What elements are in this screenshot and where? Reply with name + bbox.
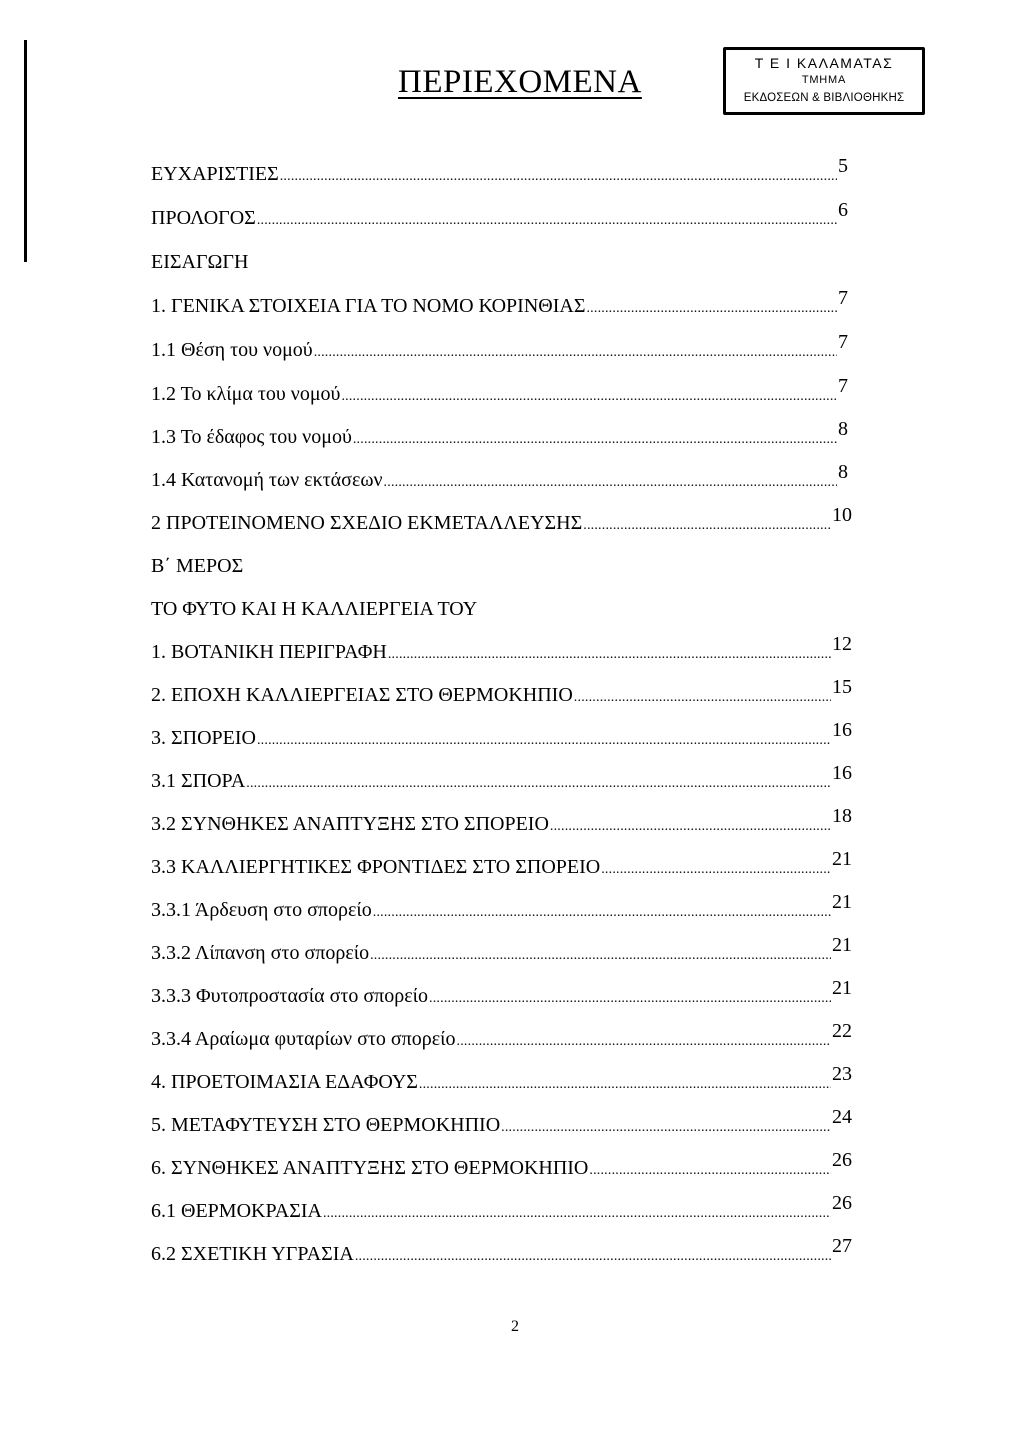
- toc-entry-title: 1.2 Το κλίμα του νομού: [151, 383, 341, 405]
- toc-entry-page: 12: [832, 633, 852, 655]
- stamp-line-library: ΕΚΔΟΣΕΩΝ & ΒΙΒΛΙΟΘΗΚΗΣ: [743, 92, 905, 104]
- toc-entry: [151, 934, 852, 968]
- toc-leader-dots: [280, 165, 837, 189]
- toc-entry-page: 21: [832, 934, 852, 956]
- toc-entry: [151, 155, 848, 189]
- toc-entry: [151, 1235, 852, 1269]
- stamp-line-department: ΤΜΗΜΑ: [801, 74, 847, 86]
- page-title: ΠΕΡΙΕΧΟΜΕΝΑ: [398, 64, 642, 100]
- toc-leader-dots: [373, 901, 831, 925]
- toc-entry-page: 26: [832, 1149, 852, 1171]
- toc-leader-dots: [353, 428, 837, 452]
- library-stamp: [723, 47, 925, 115]
- toc-entry: [151, 331, 848, 365]
- toc-entry-title: 3. ΣΠΟΡΕΙΟ: [151, 727, 256, 749]
- toc-entry-page: 21: [832, 891, 852, 913]
- toc-leader-dots: [388, 643, 831, 667]
- toc-entry: [151, 633, 852, 667]
- toc-section-heading: ΤΟ ΦΥΤΟ ΚΑΙ Η ΚΑΛΛΙΕΡΓΕΙΑ ΤΟΥ: [151, 598, 478, 620]
- toc-leader-dots: [323, 1202, 831, 1226]
- toc-entry: [151, 891, 852, 925]
- toc-entry-page: 7: [838, 331, 848, 353]
- toc-entry-page: 7: [838, 287, 848, 309]
- toc-entry-page: 15: [832, 676, 852, 698]
- toc-leader-dots: [419, 1073, 831, 1097]
- toc-leader-dots: [501, 1116, 831, 1140]
- toc-entry-title: 6.2 ΣΧΕΤΙΚΗ ΥΓΡΑΣΙΑ: [151, 1243, 354, 1265]
- left-margin-rule: [24, 40, 27, 262]
- toc-leader-dots: [429, 987, 831, 1011]
- toc-entry-title: 2 ΠΡΟΤΕΙΝΟΜΕΝΟ ΣΧΕΔΙΟ ΕΚΜΕΤΑΛΛΕΥΣΗΣ: [151, 512, 583, 534]
- toc-entry-page: 6: [838, 199, 848, 221]
- toc-entry-title: 3.2 ΣΥΝΘΗΚΕΣ ΑΝΑΠΤΥΞΗΣ ΣΤΟ ΣΠΟΡΕΙΟ: [151, 813, 549, 835]
- toc-leader-dots: [257, 729, 831, 753]
- toc-leader-dots: [601, 858, 831, 882]
- toc-entry-title: 1.1 Θέση του νομού: [151, 339, 313, 361]
- toc-entry: [151, 461, 848, 495]
- toc-entry: [151, 1063, 852, 1097]
- toc-entry-title: 3.3.3 Φυτοπροστασία στο σπορείο: [151, 985, 429, 1007]
- toc-entry-page: 23: [832, 1063, 852, 1085]
- toc-entry-page: 8: [838, 418, 848, 440]
- toc-entry-title: 5. ΜΕΤΑΦΥΤΕΥΣΗ ΣΤΟ ΘΕΡΜΟΚΗΠΙΟ: [151, 1114, 501, 1136]
- toc-leader-dots: [583, 514, 831, 538]
- stamp-line-institution: Τ Ε Ι ΚΑΛΑΜΑΤΑΣ: [754, 55, 894, 71]
- toc-entry-title: 3.3.1 Άρδευση στο σπορείο: [151, 899, 372, 921]
- toc-entry-title: 4. ΠΡΟΕΤΟΙΜΑΣΙΑ ΕΔΑΦΟΥΣ: [151, 1071, 418, 1093]
- toc-leader-dots: [257, 209, 837, 233]
- toc-leader-dots: [384, 471, 837, 495]
- toc-entry: [151, 848, 852, 882]
- toc-entry-page: 7: [838, 375, 848, 397]
- toc-entry-title: 1.3 Το έδαφος του νομού: [151, 426, 352, 448]
- toc-entry-page: 27: [832, 1235, 852, 1257]
- toc-entry: [151, 676, 852, 710]
- toc-leader-dots: [589, 1159, 831, 1183]
- toc-entry: [151, 375, 848, 409]
- toc-entry-page: 21: [832, 848, 852, 870]
- toc-entry-title: ΠΡΟΛΟΓΟΣ: [151, 207, 256, 229]
- toc-entry-page: 22: [832, 1020, 852, 1042]
- toc-entry-page: 5: [838, 155, 848, 177]
- toc-entry-page: 18: [832, 805, 852, 827]
- toc-leader-dots: [370, 944, 831, 968]
- toc-entry: [151, 287, 848, 321]
- toc-entry-title: 1. ΒΟΤΑΝΙΚΗ ΠΕΡΙΓΡΑΦΗ: [151, 641, 387, 663]
- toc-entry: [151, 504, 852, 538]
- toc-entry: [151, 719, 852, 753]
- toc-entry-page: 16: [832, 762, 852, 784]
- toc-entry-title: 1. ΓΕΝΙΚΑ ΣΤΟΙΧΕΙΑ ΓΙΑ ΤΟ ΝΟΜΟ ΚΟΡΙΝΘΙΑΣ: [151, 295, 586, 317]
- toc-entry: [151, 1106, 852, 1140]
- toc-entry-page: 21: [832, 977, 852, 999]
- toc-entry-page: 8: [838, 461, 848, 483]
- toc-entry-title: 2. ΕΠΟΧΗ ΚΑΛΛΙΕΡΓΕΙΑΣ ΣΤΟ ΘΕΡΜΟΚΗΠΙΟ: [151, 684, 573, 706]
- toc-entry-page: 10: [832, 504, 852, 526]
- toc-entry: [151, 418, 848, 452]
- toc-entry-title: 3.3.4 Αραίωμα φυταρίων στο σπορείο: [151, 1028, 456, 1050]
- toc-entry: [151, 199, 848, 233]
- toc-leader-dots: [457, 1030, 831, 1054]
- toc-entry-title: 3.1 ΣΠΟΡΑ: [151, 770, 246, 792]
- toc-entry: [151, 1149, 852, 1183]
- toc-entry-title: 3.3.2 Λίπανση στο σπορείο: [151, 942, 370, 964]
- toc-entry: [151, 762, 852, 796]
- toc-entry: [151, 977, 852, 1011]
- toc-entry-title: 6.1 ΘΕΡΜΟΚΡΑΣΙΑ: [151, 1200, 322, 1222]
- toc-leader-dots: [341, 385, 837, 409]
- toc-leader-dots: [550, 815, 831, 839]
- page-number: 2: [511, 1318, 519, 1335]
- toc-leader-dots: [355, 1245, 831, 1269]
- toc-leader-dots: [246, 772, 831, 796]
- toc-entry-page: 26: [832, 1192, 852, 1214]
- toc-leader-dots: [586, 297, 837, 321]
- toc-entry: [151, 1192, 852, 1226]
- toc-entry-title: 6. ΣΥΝΘΗΚΕΣ ΑΝΑΠΤΥΞΗΣ ΣΤΟ ΘΕΡΜΟΚΗΠΙΟ: [151, 1157, 589, 1179]
- toc-entry-title: ΕΥΧΑΡΙΣΤΙΕΣ: [151, 163, 279, 185]
- toc-entry-page: 24: [832, 1106, 852, 1128]
- toc-entry: [151, 805, 852, 839]
- toc-section-heading: Β΄ ΜΕΡΟΣ: [151, 555, 244, 577]
- toc-leader-dots: [314, 341, 837, 365]
- toc-entry-page: 16: [832, 719, 852, 741]
- toc-leader-dots: [574, 686, 831, 710]
- toc-entry-title: 3.3 ΚΑΛΛΙΕΡΓΗΤΙΚΕΣ ΦΡΟΝΤΙΔΕΣ ΣΤΟ ΣΠΟΡΕΙΟ: [151, 856, 601, 878]
- toc-entry: [151, 1020, 852, 1054]
- toc-section-heading: ΕΙΣΑΓΩΓΗ: [151, 251, 249, 273]
- toc-entry-title: 1.4 Κατανομή των εκτάσεων: [151, 469, 383, 491]
